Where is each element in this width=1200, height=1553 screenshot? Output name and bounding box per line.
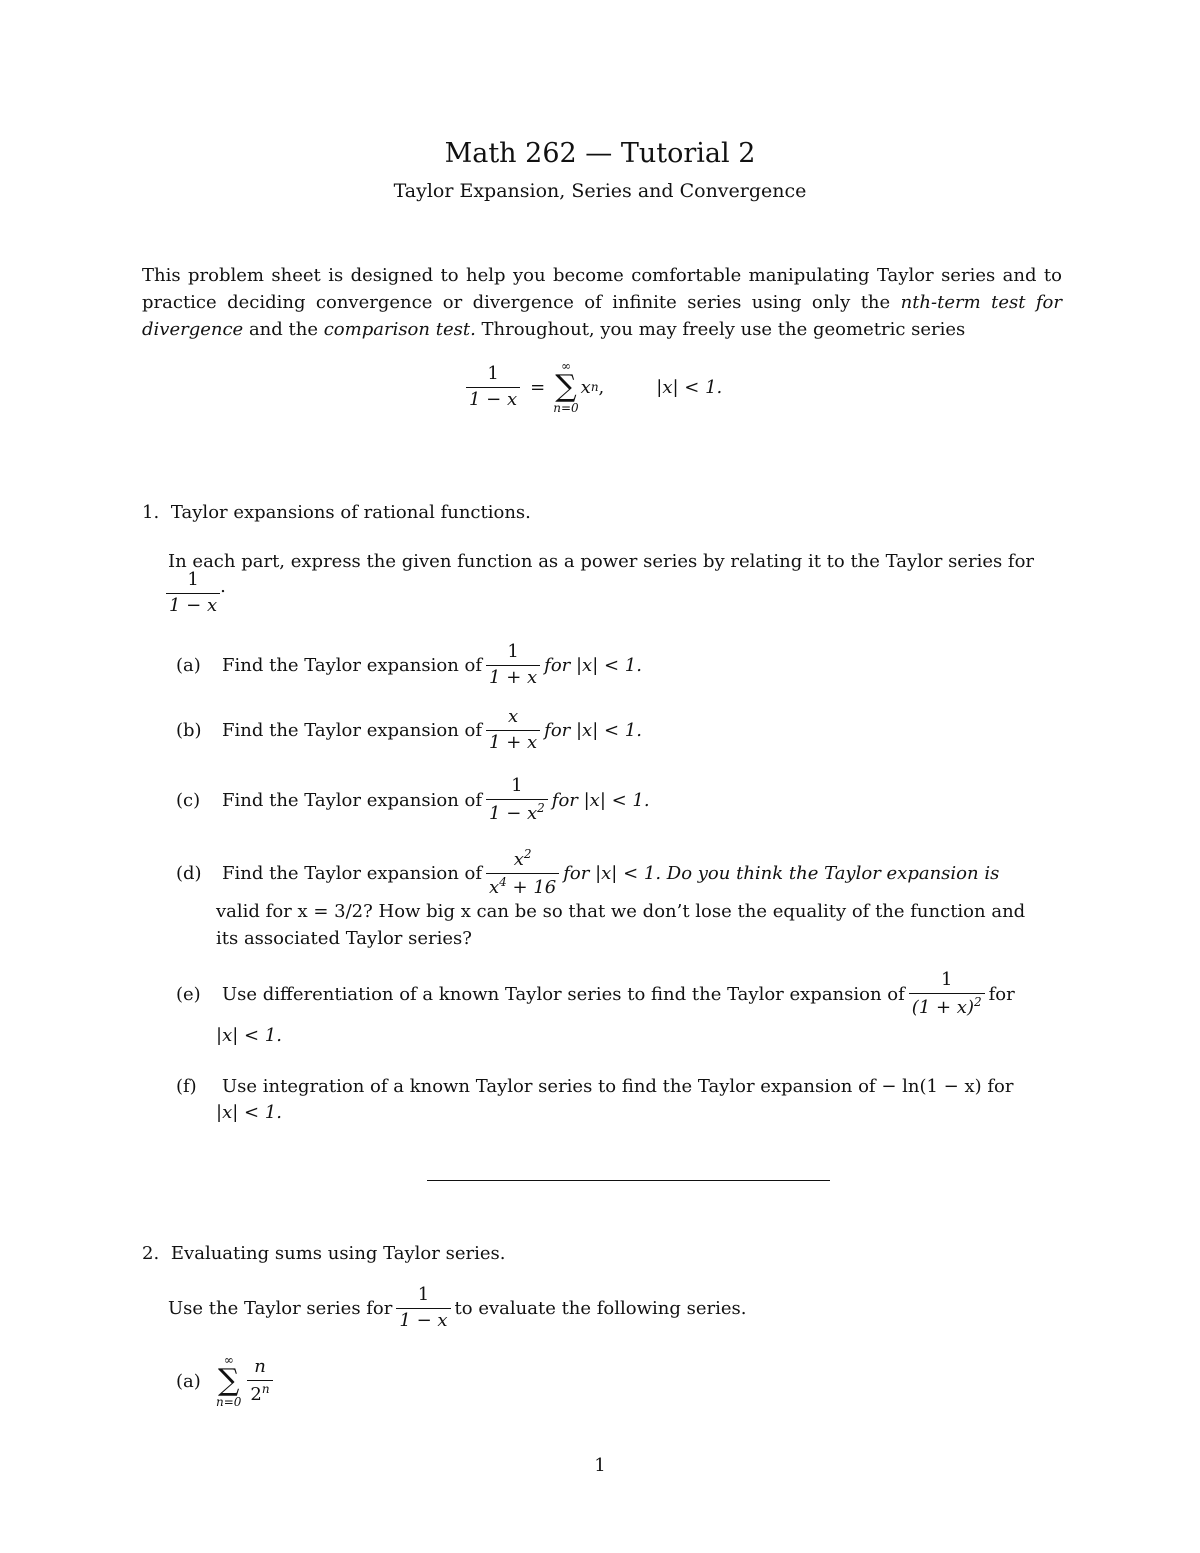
page-number: 1 <box>594 1455 606 1476</box>
sum-upper-limit: ∞ <box>560 359 571 373</box>
sigma-icon: ∑ <box>555 369 577 404</box>
question-1-heading <box>142 502 531 523</box>
question-1-part-f-line-2: |x| < 1. <box>216 1102 282 1123</box>
part-text: Use integration of a known Taylor series to find the Taylor expansion of − ln(1 − x) for <box>222 1076 1014 1097</box>
question-1-title: Taylor expansions of rational functions. <box>170 502 531 523</box>
fraction-numerator: 1 <box>417 1284 430 1305</box>
section-divider <box>427 1180 830 1181</box>
question-1-part-d-line-2: valid for x = 3/2? How big x can be so that we don’t lose the equality of the function and <box>216 901 1026 922</box>
part-fraction <box>486 776 548 824</box>
part-condition: for |x| < 1. Do you think the Taylor expansion is <box>563 862 1000 884</box>
part-condition: for |x| < 1. <box>551 789 650 811</box>
page-title: Math 262 — Tutorial 2 <box>444 138 756 169</box>
sum-upper-limit: ∞ <box>223 1353 234 1367</box>
fraction-denominator: $(1 + x)^2$ <box>909 993 985 1019</box>
question-2-heading <box>142 1243 505 1264</box>
equation-denominator: 1 − x <box>466 387 520 411</box>
part-condition: for <box>988 983 1015 1005</box>
part-condition: for |x| < 1. <box>544 654 642 676</box>
question-1-body-period: . <box>220 575 226 597</box>
question-2-title: Evaluating sums using Taylor series. <box>170 1243 506 1264</box>
intro-emphasis-comparison: comparison test. <box>323 319 476 340</box>
part-label: (a) <box>176 654 201 676</box>
question-2-body-text: Use the Taylor series for <box>168 1297 393 1319</box>
question-2-body-fraction <box>396 1285 450 1331</box>
question-1-number: 1. <box>142 502 160 523</box>
part-fraction <box>486 707 540 753</box>
fraction-denominator: 1 + x <box>486 665 540 689</box>
intro-text-3: Throughout, you may freely use the geometric series <box>475 319 966 340</box>
sum-lower-limit: n=0 <box>216 1395 242 1409</box>
part-fraction <box>909 970 985 1018</box>
part-fraction <box>247 1357 272 1405</box>
question-1-part-d <box>176 848 1062 898</box>
page-subtitle: Taylor Expansion, Series and Convergence <box>393 180 807 202</box>
fraction-denominator: $x^4 + 16$ <box>486 873 559 899</box>
question-1-body: In each part, express the given function as a power series by relating it to the Taylor series for <box>168 551 1035 572</box>
intro-paragraph <box>142 262 1062 343</box>
question-1-part-c <box>176 776 1062 824</box>
part-label: (a) <box>176 1370 201 1392</box>
question-1-part-e-line-2: |x| < 1. <box>216 1025 282 1046</box>
fraction-numerator: 1 <box>507 641 519 662</box>
fraction-denominator: 1 + x <box>486 730 540 754</box>
question-1-body-denominator: 1 − x <box>166 593 220 617</box>
question-1-body-numerator: 1 <box>187 569 199 590</box>
equation-term-comma: , <box>598 376 605 398</box>
fraction-denominator: $1 - x^2$ <box>486 799 548 825</box>
equation-term-exponent: n <box>590 380 599 394</box>
part-label: (e) <box>176 983 201 1005</box>
equation-numerator: 1 <box>487 362 499 384</box>
question-1-part-e <box>176 970 1062 1018</box>
question-2-body-post: to evaluate the following series. <box>454 1297 747 1319</box>
part-text: Find the Taylor expansion of <box>222 654 483 676</box>
fraction-numerator: 1 <box>511 775 523 796</box>
part-text: Use differentiation of a known Taylor series to find the Taylor expansion of <box>222 983 905 1005</box>
equation-condition: |x| < 1. <box>656 376 723 398</box>
intro-emphasis-nth-term: nth-term test for divergence <box>142 292 1062 340</box>
part-label: (f) <box>176 1076 197 1097</box>
question-2-body <box>168 1285 746 1331</box>
fraction-denominator: 2$^n$ <box>247 1380 272 1406</box>
question-2-part-a <box>176 1354 1062 1408</box>
question-2-number: 2. <box>142 1243 160 1264</box>
question-1-part-d-line-3: its associated Taylor series? <box>216 928 472 949</box>
question-1-part-b <box>176 707 1062 753</box>
question-1-body-fraction-row <box>166 570 226 616</box>
part-text: Find the Taylor expansion of <box>222 789 483 811</box>
fraction-numerator: $x^2$ <box>513 847 532 870</box>
fraction-numerator: 1 <box>940 969 953 990</box>
part-fraction <box>486 848 559 898</box>
part-condition: for |x| < 1. <box>544 719 642 741</box>
sigma-icon: ∑ <box>218 1363 240 1398</box>
part-label: (c) <box>176 789 201 811</box>
intro-text-2: and the <box>243 319 324 340</box>
sum-lower-limit: n=0 <box>553 401 579 415</box>
part-text: Find the Taylor expansion of <box>222 862 483 884</box>
intro-text-1: This problem sheet is designed to help you become comfortable manipulating Taylor series and to practice deciding convergence or divergence of infinite series using only the <box>142 265 1062 313</box>
equation-term: x <box>580 376 591 398</box>
equation-summation <box>553 360 578 414</box>
part-text: Find the Taylor expansion of <box>222 719 483 741</box>
part-label: (b) <box>176 719 202 741</box>
part-label: (d) <box>176 862 202 884</box>
question-1-body-fraction <box>166 570 220 616</box>
equation-equals: = <box>530 376 546 398</box>
fraction-denominator: 1 − x <box>396 1308 450 1332</box>
equation-fraction <box>466 364 520 410</box>
fraction-numerator: x <box>508 706 519 727</box>
fraction-numerator: n <box>254 1355 266 1377</box>
part-fraction <box>486 642 540 688</box>
part-summation <box>216 1354 241 1408</box>
question-1-part-f <box>176 1073 1062 1100</box>
geometric-series-equation <box>462 360 722 414</box>
question-1-part-a <box>176 642 1062 688</box>
